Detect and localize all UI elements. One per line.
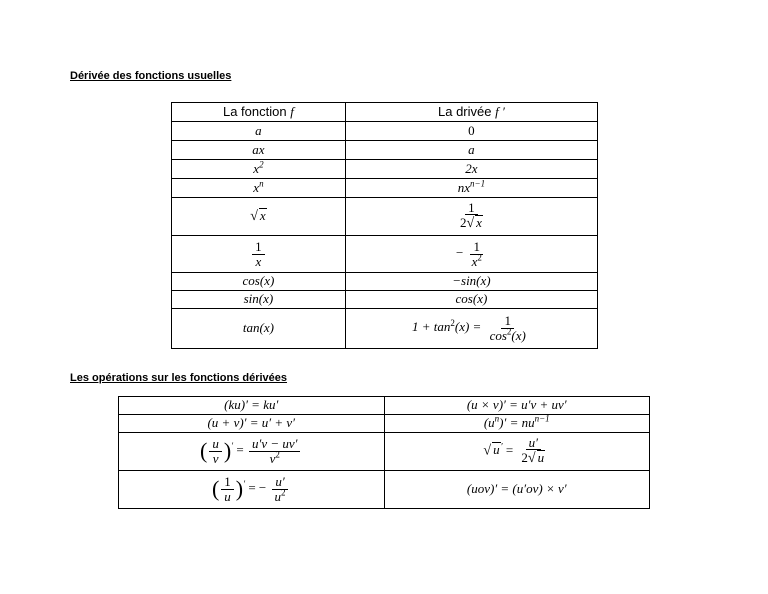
derivative-cell: − $\frac{1}{x^2}$ xyxy=(345,236,597,273)
rule-cell: ( $\frac{1}{u}$ )′ = − $\frac{u'}{u^2}$ xyxy=(119,471,385,509)
fraction: $\frac{1}{2√ x}$ xyxy=(459,199,482,232)
table-row xyxy=(172,198,598,236)
fraction: $\frac{u'}{2√ u}$ xyxy=(521,434,545,467)
rule-cell: (ku)′ = ku′ xyxy=(119,397,385,415)
function-cell: sin(x) xyxy=(172,291,346,309)
derivative-cell: a xyxy=(345,141,597,160)
derivative-cell xyxy=(345,198,597,236)
function-cell: $x^2$ xyxy=(172,160,346,179)
table-header-row xyxy=(172,103,598,122)
table-row xyxy=(119,471,650,509)
fraction: $\frac{1}{x}$ xyxy=(252,240,265,268)
header-function: La fonction f xyxy=(172,103,346,122)
rule-cell: ( $\frac{u}{v}$ )′ = $\frac{u'v - uv'}{v^2}$ xyxy=(119,433,385,471)
function-cell: cos(x) xyxy=(172,273,346,291)
function-cell: √ x xyxy=(172,198,346,236)
table-row xyxy=(172,309,598,349)
table-row xyxy=(172,122,598,141)
table-row xyxy=(172,273,598,291)
derivative-cell: cos(x) xyxy=(345,291,597,309)
derivative-cell: $nx^{n-1}$ xyxy=(345,179,597,198)
heading-derivees: Dérivée des fonctions usuelles xyxy=(70,70,232,82)
table-row xyxy=(119,433,650,471)
derivative-cell: $1 + \tan^2(x)$ = $\frac{1}{\cos^2(x)}$ xyxy=(345,309,597,349)
rule-cell: (u + v)′ = u′ + v′ xyxy=(119,415,385,433)
function-cell: ax xyxy=(172,141,346,160)
derivative-cell: 2x xyxy=(345,160,597,179)
function-cell: tan(x) xyxy=(172,309,346,349)
table-row xyxy=(119,415,650,433)
derivative-cell: 0 xyxy=(345,122,597,141)
header-derivative: La drivée f ′ xyxy=(345,103,597,122)
table-row xyxy=(172,160,598,179)
fraction: $\frac{1}{u}$ xyxy=(221,475,234,503)
rule-cell: $(u^n)' = nu^{n-1}$ xyxy=(384,415,650,433)
table-row xyxy=(172,141,598,160)
function-cell: $x^n$ xyxy=(172,179,346,198)
function-cell xyxy=(172,236,346,273)
derivatives-table xyxy=(171,102,598,349)
fraction: $\frac{u'v - uv'}{v^2}$ xyxy=(249,437,301,465)
table-row xyxy=(172,236,598,273)
rule-cell: (u × v)′ = u′v + uv′ xyxy=(384,397,650,415)
derivative-cell: −sin(x) xyxy=(345,273,597,291)
rule-cell: √ u′ = $\frac{u'}{2√ u}$ xyxy=(384,433,650,471)
table-row xyxy=(172,291,598,309)
fraction: $\frac{1}{\cos^2(x)}$ xyxy=(489,313,526,343)
function-cell: a xyxy=(172,122,346,141)
fraction: $\frac{u'}{u^2}$ xyxy=(272,475,289,503)
rule-cell: (uov)′ = (u′ov) × v′ xyxy=(384,471,650,509)
fraction: $\frac{1}{x^2}$ xyxy=(471,238,482,269)
table-row xyxy=(119,397,650,415)
heading-operations: Les opérations sur les fonctions dérivées xyxy=(70,372,288,384)
fraction: $\frac{u}{v}$ xyxy=(209,437,222,465)
table-row xyxy=(172,179,598,198)
operations-table xyxy=(118,396,650,509)
